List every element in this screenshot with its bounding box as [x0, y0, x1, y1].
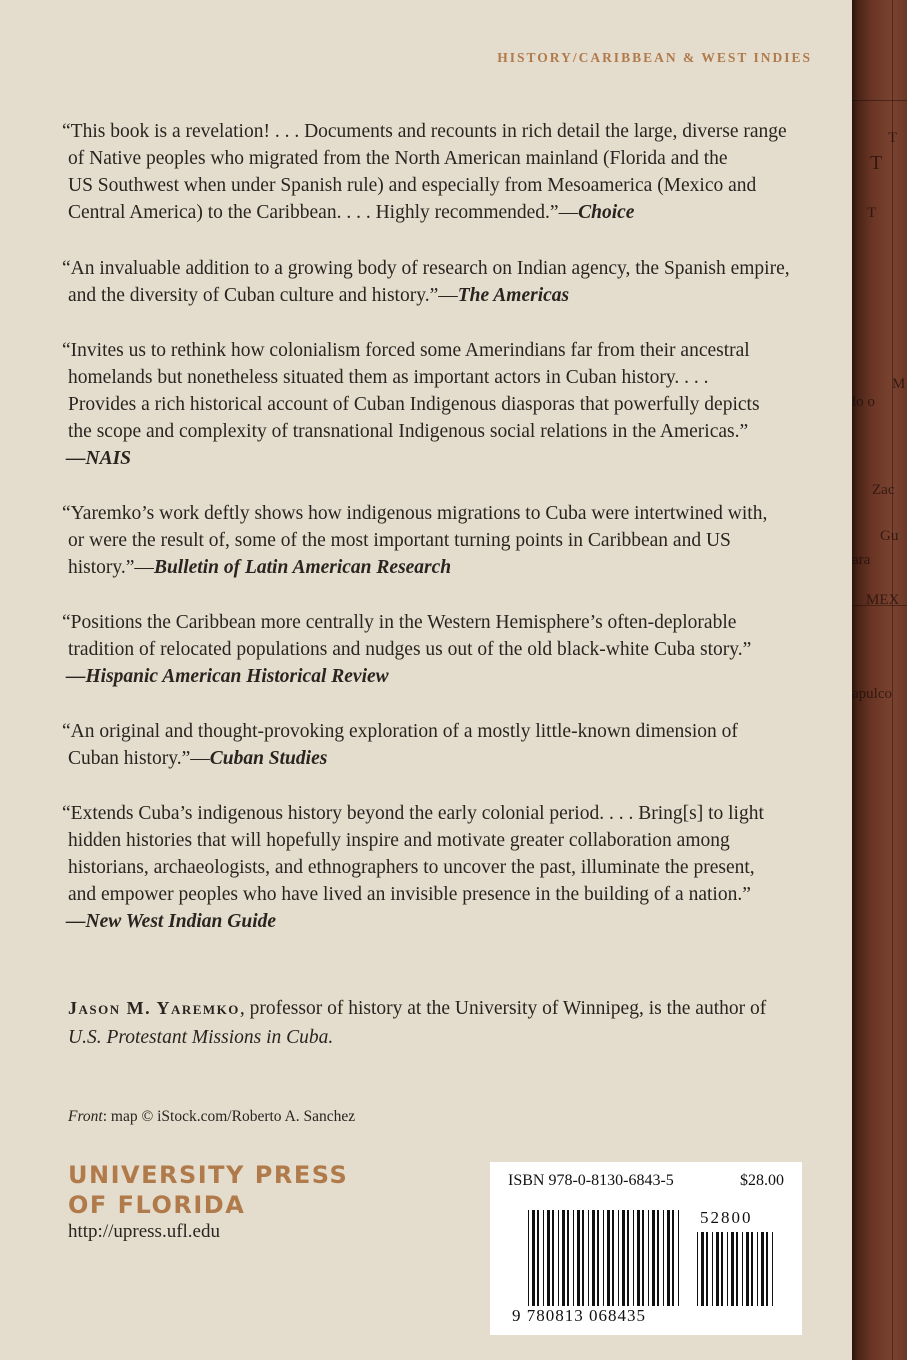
barcode-box	[490, 1162, 802, 1335]
addon-number: 52800	[700, 1208, 753, 1227]
barcode-bar	[761, 1232, 764, 1306]
barcode-bar	[727, 1232, 728, 1306]
barcode-bar	[706, 1232, 708, 1306]
barcode-bar	[532, 1210, 535, 1306]
barcode-bar	[642, 1210, 644, 1306]
barcode-bar	[652, 1210, 655, 1306]
spine-map-strip	[852, 0, 907, 1360]
barcode-bar	[746, 1232, 749, 1306]
spine-map-label: T	[870, 152, 883, 174]
barcode-bar	[672, 1210, 674, 1306]
quote-source: Cuban Studies	[209, 748, 328, 769]
barcode-bar	[567, 1210, 569, 1306]
barcode-bar	[742, 1232, 743, 1306]
barcode-bar	[772, 1232, 773, 1306]
publisher-line-2: OF FLORIDA	[68, 1191, 246, 1219]
review-quote: “Extends Cuba’s indigenous history beyond the early colonial period. . . . Bring[s] to light hidden histories that will hopefully inspire and motivate greater collaboration among historians, archaeologists, and ethnographers to uncover the past, illuminate the present, and empower peoples who have lived an invisible presence in the building of a nation.” —New West Indian Guide	[62, 800, 822, 935]
barcode-bar	[627, 1210, 629, 1306]
barcode-bar	[588, 1210, 589, 1306]
publisher-line-1: UNIVERSITY PRESS	[68, 1161, 349, 1189]
review-quote: “Invites us to rethink how colonialism forced some Amerindians far from their ancestral homelands but nonetheless situated them as important actors in Cuban history. . . . Provides a rich historical account of Cuban Indigenous diasporas that powerfully depicts the scope and complexity of transnational Indigenous social relations in the Americas.” —NAIS	[62, 337, 822, 472]
spine-map-label: MEX	[866, 592, 900, 608]
publisher-url[interactable]: http://upress.ufl.edu	[68, 1221, 220, 1242]
barcode-bar	[663, 1210, 664, 1306]
barcode-bar	[622, 1210, 625, 1306]
review-quote: “This book is a revelation! . . . Documents and recounts in rich detail the large, diverse range of Native peoples who migrated from the North American mainland (Florida and the US Southwest when under Spanish rule) and especially from Mesoamerica (Mexico and Central America) to the Caribbean. . . . Highly recommended.”—Choice	[62, 121, 787, 223]
barcode-bar	[766, 1232, 768, 1306]
ean-number: 9 780813 068435	[512, 1306, 646, 1325]
barcode-bar	[552, 1210, 554, 1306]
barcode-bar	[633, 1210, 634, 1306]
ean-barcode	[528, 1210, 680, 1306]
author-name: Jason M. Yaremko	[68, 998, 240, 1018]
category-label: HISTORY/CARIBBEAN & WEST INDIES	[497, 50, 812, 65]
price-text: $28.00	[740, 1172, 784, 1189]
barcode-bar	[697, 1232, 698, 1306]
review-quote: “Yaremko’s work deftly shows how indigenous migrations to Cuba were intertwined with, or were the result of, some of the most important turning points in Caribbean and US history.”—Bulletin of Latin American Research	[62, 503, 768, 578]
cover-credit	[68, 1108, 355, 1126]
quote-source: Bulletin of Latin American Research	[153, 557, 452, 578]
quote-source: —NAIS	[66, 448, 132, 469]
spine-map-label: T	[867, 205, 877, 221]
barcode-bar	[607, 1210, 610, 1306]
barcode-bar	[731, 1232, 734, 1306]
barcode-bar	[543, 1210, 544, 1306]
spine-map-label: T	[888, 130, 898, 146]
barcode-bar	[716, 1232, 719, 1306]
spine-map-label: M	[892, 376, 906, 392]
author-bio-text: , professor of history at the University of Winnipeg, is the author of	[239, 998, 767, 1019]
publisher-logo	[68, 1160, 348, 1220]
credit-text: : map © iStock.com/Roberto A. Sanchez	[102, 1108, 356, 1125]
barcode-bar	[648, 1210, 649, 1306]
barcode-bar	[528, 1210, 529, 1306]
barcode-bar	[592, 1210, 595, 1306]
quote-source: —Hispanic American Historical Review	[66, 666, 389, 687]
barcode-bar	[547, 1210, 550, 1306]
review-quote: “Positions the Caribbean more centrally in the Western Hemisphere’s often-deplorable tradition of relocated populations and nudges us out of the old black-white Cuba story.” —Hispanic American Historical Review	[62, 609, 822, 690]
barcode-bar	[612, 1210, 614, 1306]
barcode-bar	[573, 1210, 574, 1306]
barcode-bar	[597, 1210, 599, 1306]
barcode-bar	[582, 1210, 584, 1306]
barcode-bar	[678, 1210, 679, 1306]
author-book-title: U.S. Protestant Missions in Cuba.	[68, 1027, 334, 1048]
barcode-bar	[637, 1210, 640, 1306]
author-bio	[68, 994, 828, 1052]
spine-map-label: apulco	[852, 686, 892, 702]
spine-map-label: lo o	[852, 394, 875, 410]
addon-barcode	[697, 1232, 774, 1306]
barcode-bar	[603, 1210, 604, 1306]
barcode-bar	[701, 1232, 704, 1306]
barcode-bar	[721, 1232, 723, 1306]
review-quote: “An invaluable addition to a growing body of research on Indian agency, the Spanish empire, and the diversity of Cuban culture and history.”—The Americas	[62, 258, 790, 306]
barcode-bar	[562, 1210, 565, 1306]
review-quote: “An original and thought-provoking exploration of a mostly little-known dimension of Cuban history.”—Cuban Studies	[62, 721, 738, 769]
barcode-bar	[667, 1210, 670, 1306]
spine-map-label: Zac	[872, 482, 895, 498]
isbn-text: ISBN 978-0-8130-6843-5	[508, 1172, 674, 1189]
quote-source: The Americas	[457, 285, 570, 306]
barcode-bar	[712, 1232, 713, 1306]
barcode-bar	[736, 1232, 738, 1306]
barcode-bar	[751, 1232, 753, 1306]
barcode-bar	[618, 1210, 619, 1306]
barcode-bar	[558, 1210, 559, 1306]
barcode-bar	[757, 1232, 758, 1306]
credit-label: Front	[68, 1108, 103, 1125]
spine-map-label: ara	[852, 552, 871, 568]
quote-source: —New West Indian Guide	[66, 911, 277, 932]
spine-map-label: Gu	[880, 528, 899, 544]
barcode-bar	[537, 1210, 539, 1306]
barcode-bar	[577, 1210, 580, 1306]
quote-source: Choice	[578, 202, 635, 223]
barcode-bar	[657, 1210, 659, 1306]
